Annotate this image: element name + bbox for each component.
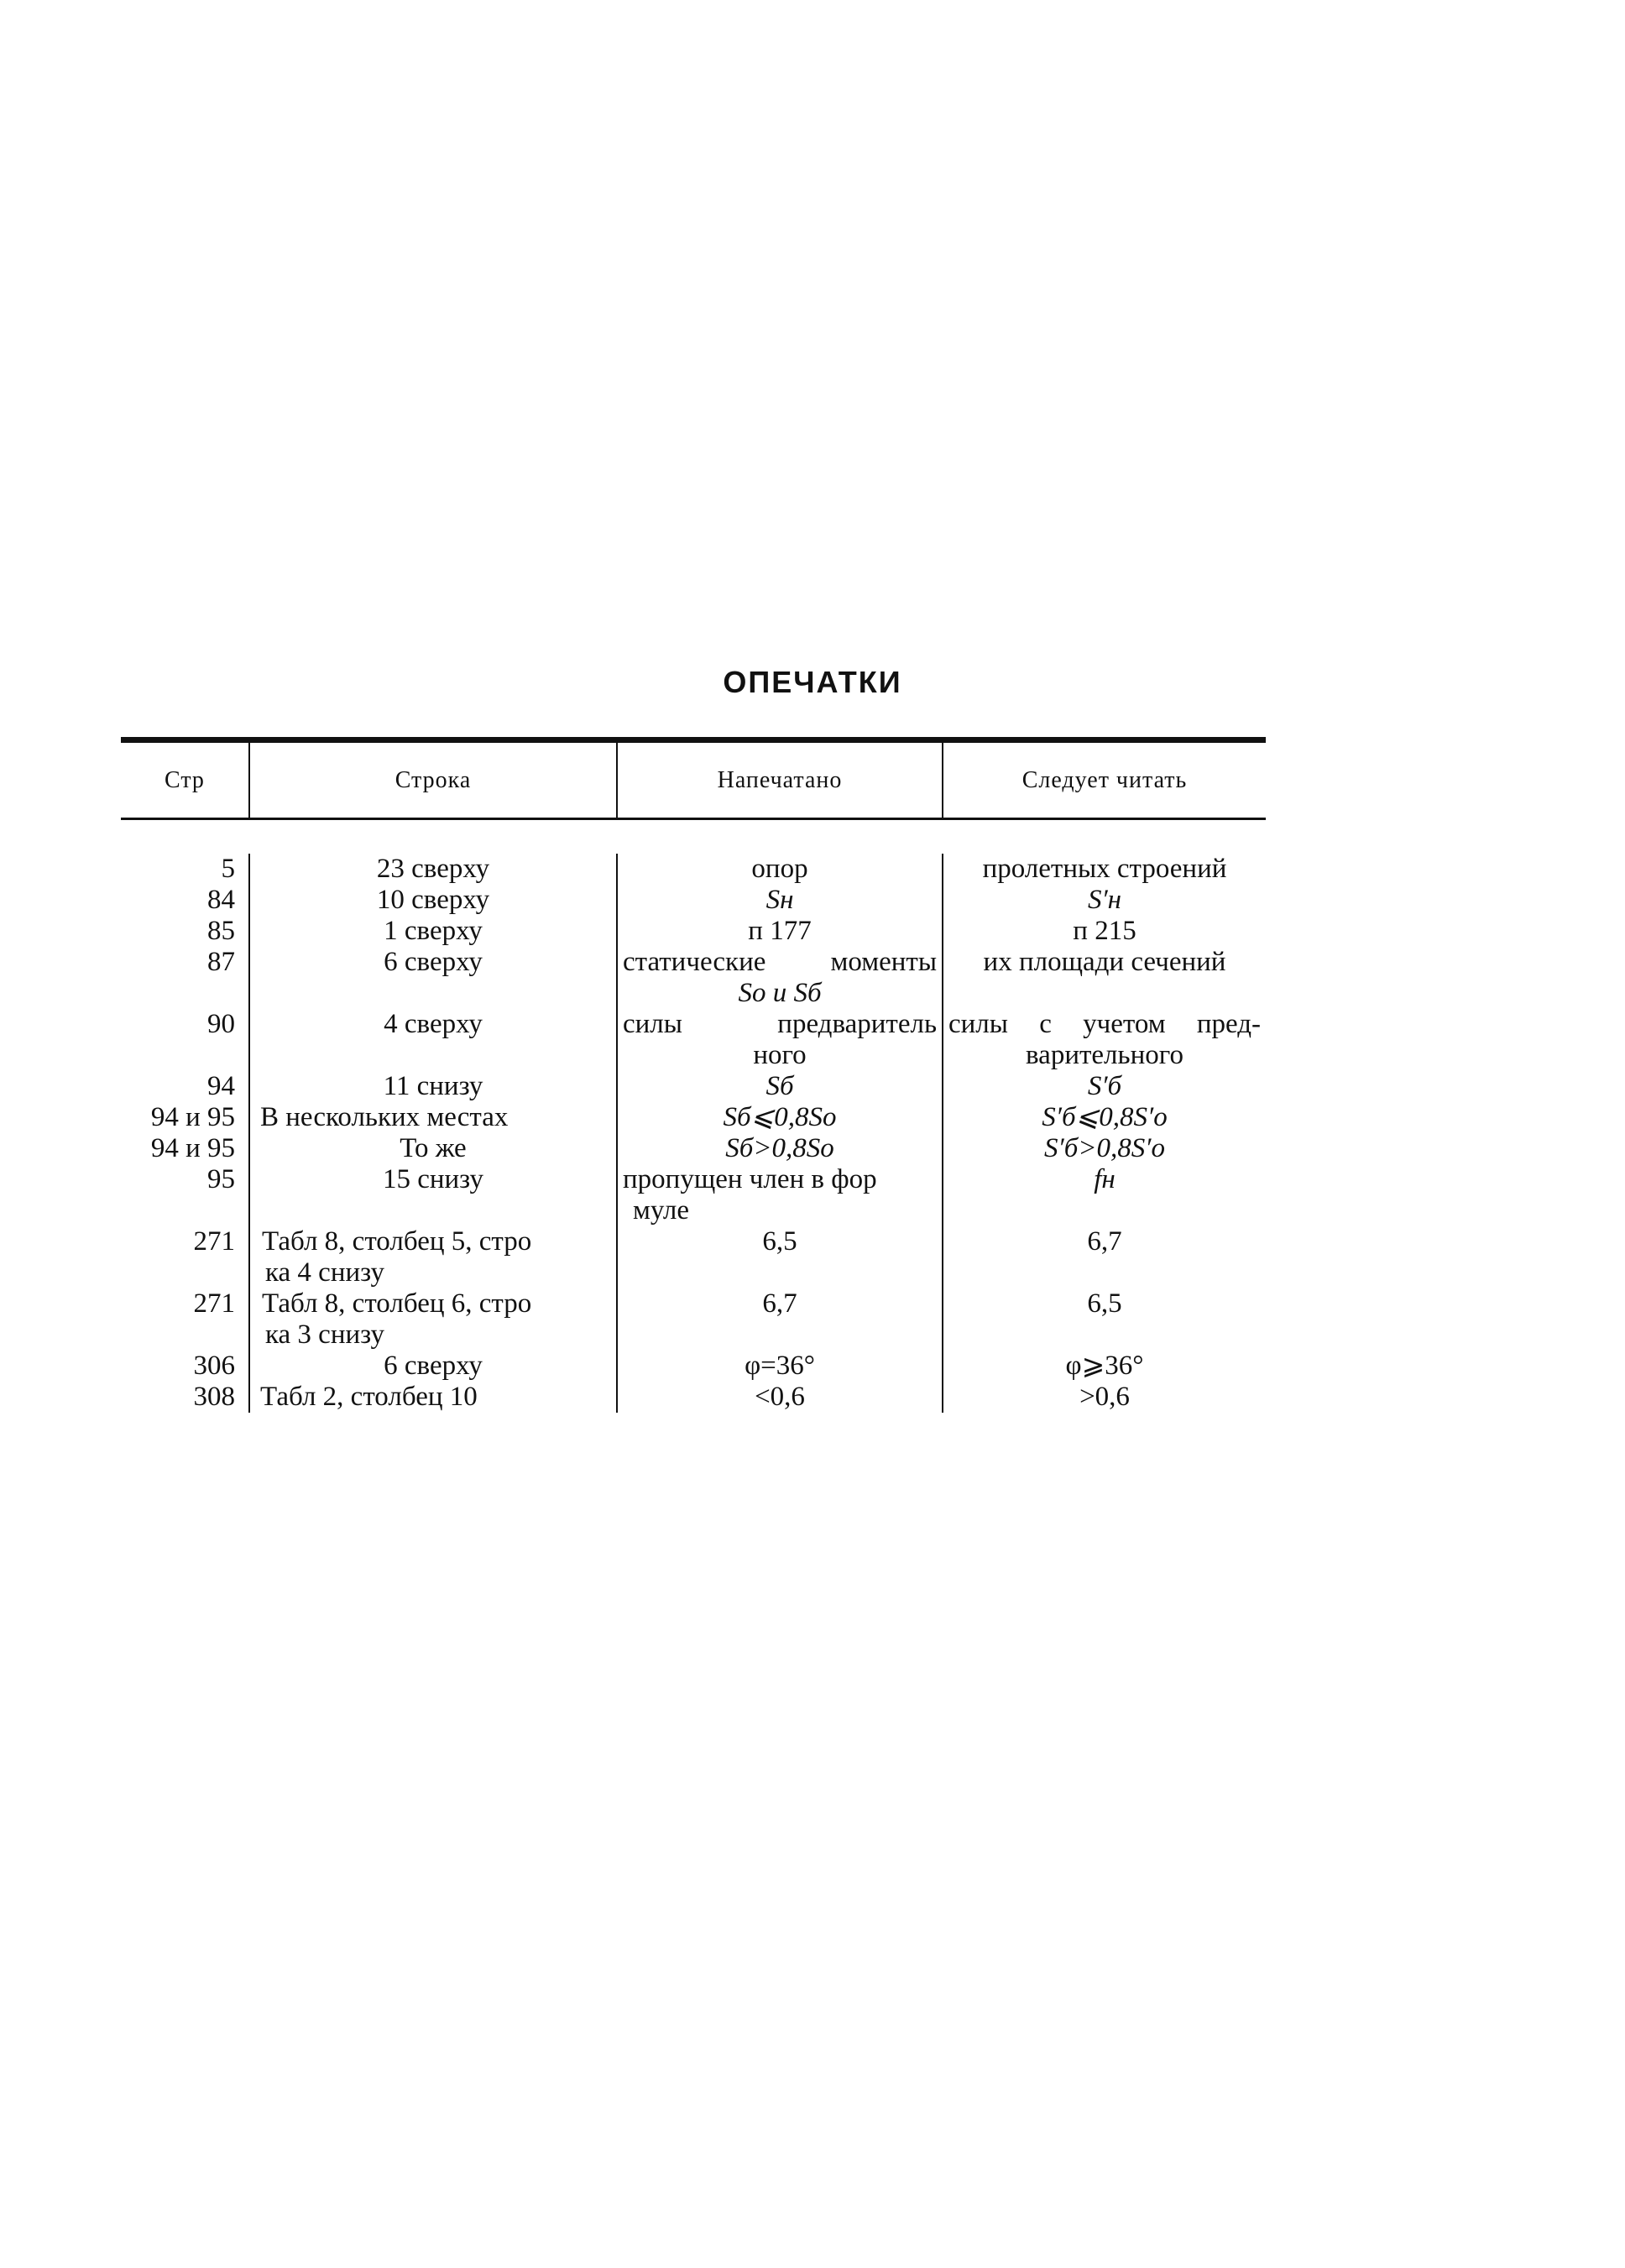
cell-line: 6 сверху xyxy=(248,1351,616,1382)
cell-page: 5 xyxy=(221,854,235,884)
cell-correct: S′б xyxy=(942,1071,1266,1102)
table-body xyxy=(121,820,1266,1413)
cell-page: 84 xyxy=(207,885,235,915)
cell-printed-line1: силы предваритель xyxy=(623,1009,937,1039)
cell-page: 94 и 95 xyxy=(150,1133,235,1163)
cell-line: 6 сверху xyxy=(248,947,616,1009)
header-page: Стр xyxy=(165,766,205,793)
cell-printed-line1: пропущен член в фор xyxy=(623,1164,877,1194)
cell-correct: S′б>0,8S′о xyxy=(942,1133,1266,1164)
cell-page: 87 xyxy=(207,947,235,977)
cell-line: То же xyxy=(248,1133,616,1164)
cell-correct xyxy=(942,1009,1266,1071)
cell-correct: S′н xyxy=(942,885,1266,916)
cell-printed: φ=36° xyxy=(616,1351,942,1382)
cell-line: 11 снизу xyxy=(248,1071,616,1102)
cell-line-line2: ка 3 снизу xyxy=(265,1320,384,1350)
cell-page: 271 xyxy=(193,1226,235,1257)
cell-printed xyxy=(616,947,942,1009)
cell-correct: 6,7 xyxy=(942,1226,1266,1288)
cell-line-line1: Табл 8, столбец 6, стро xyxy=(262,1288,532,1319)
cell-line xyxy=(248,1288,616,1351)
cell-correct: fн xyxy=(942,1164,1266,1226)
cell-correct: φ⩾36° xyxy=(942,1351,1266,1382)
cell-printed: Sб⩽0,8Sо xyxy=(616,1102,942,1133)
cell-correct: п 215 xyxy=(942,916,1266,947)
cell-printed: Sб>0,8Sо xyxy=(616,1133,942,1164)
errata-table xyxy=(121,737,1266,1413)
cell-line xyxy=(248,1226,616,1288)
cell-page: 95 xyxy=(207,1164,235,1194)
cell-line: 1 сверху xyxy=(248,916,616,947)
cell-printed: п 177 xyxy=(616,916,942,947)
cell-page: 90 xyxy=(207,1009,235,1039)
cell-printed: Sб xyxy=(616,1071,942,1102)
cell-page: 306 xyxy=(193,1351,235,1381)
cell-correct-line2: варительного xyxy=(1026,1040,1183,1070)
cell-page: 85 xyxy=(207,916,235,946)
cell-line: Табл 2, столбец 10 xyxy=(248,1382,616,1413)
cell-line-line2: ка 4 снизу xyxy=(265,1257,384,1288)
cell-page: 271 xyxy=(193,1288,235,1319)
cell-printed: <0,6 xyxy=(616,1382,942,1413)
cell-printed-line2: ного xyxy=(753,1040,807,1070)
cell-printed-line1: статические моменты xyxy=(623,947,937,977)
cell-page: 94 xyxy=(207,1071,235,1101)
header-line: Строка xyxy=(248,743,616,818)
cell-printed: 6,5 xyxy=(616,1226,942,1288)
cell-printed: 6,7 xyxy=(616,1288,942,1351)
cell-page: 94 и 95 xyxy=(150,1102,235,1132)
cell-line: 23 сверху xyxy=(248,854,616,885)
cell-printed xyxy=(616,1009,942,1071)
cell-line: 15 снизу xyxy=(248,1164,616,1226)
page-title: ОПЕЧАТКИ xyxy=(723,665,902,699)
cell-line: 4 сверху xyxy=(248,1009,616,1071)
cell-correct: пролетных строений xyxy=(942,854,1266,885)
cell-page: 308 xyxy=(193,1382,235,1412)
table-top-rule xyxy=(121,737,1266,743)
cell-line-line1: Табл 8, столбец 5, стро xyxy=(262,1226,532,1257)
cell-line: 10 сверху xyxy=(248,885,616,916)
cell-correct: их площади сечений xyxy=(942,947,1266,1009)
header-correct: Следует читать xyxy=(942,743,1266,818)
cell-printed: опор xyxy=(616,854,942,885)
cell-correct: 6,5 xyxy=(942,1288,1266,1351)
cell-printed-line2: Sо и Sб xyxy=(738,978,822,1008)
cell-correct: >0,6 xyxy=(942,1382,1266,1413)
cell-correct: S′б⩽0,8S′о xyxy=(942,1102,1266,1133)
cell-printed xyxy=(616,1164,942,1226)
cell-correct-line1: силы с учетом пред- xyxy=(948,1009,1261,1039)
cell-printed-line2: муле xyxy=(633,1195,690,1225)
table-header xyxy=(121,743,1266,818)
cell-printed: Sн xyxy=(616,885,942,916)
header-printed: Напечатано xyxy=(616,743,942,818)
cell-line: В нескольких местах xyxy=(248,1102,616,1133)
